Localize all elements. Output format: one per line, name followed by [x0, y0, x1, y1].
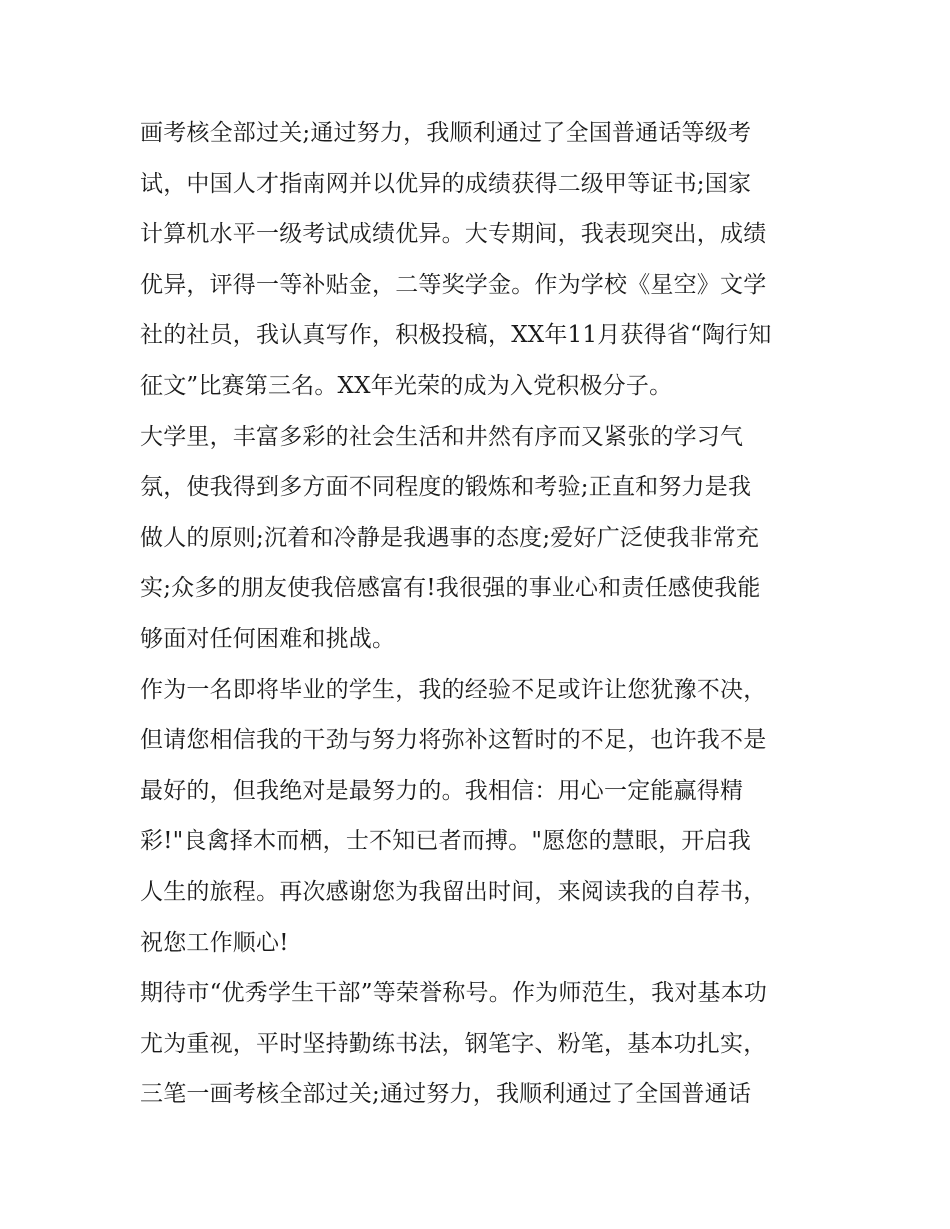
text-line: 作为一名即将毕业的学生，我的经验不足或许让您犹豫不决， [140, 676, 767, 703]
text-line: 三笔一画考核全部过关;通过努力，我顺利通过了全国普通话 [140, 1081, 752, 1108]
text-line: 征文”比赛第三名。XX年光荣的成为入党积极分子。 [140, 372, 673, 399]
text-line: 大学里，丰富多彩的社会生活和井然有序而又紧张的学习气 [140, 423, 744, 450]
text-line: 画考核全部过关;通过努力，我顺利通过了全国普通话等级考 [140, 120, 752, 146]
text-line: 做人的原则;沉着和冷静是我遇事的态度;爱好广泛使我非常充 [140, 524, 760, 551]
text-line: 优异，评得一等补贴金，二等奖学金。作为学校《星空》文学 [140, 271, 767, 298]
text-line: 祝您工作顺心! [140, 929, 289, 956]
text-line: 试，中国人才指南网并以优异的成绩获得二级甲等证书;国家 [140, 170, 752, 197]
text-line: 人生的旅程。再次感谢您为我留出时间，来阅读我的自荐书， [140, 878, 767, 905]
text-line: 够面对任何困难和挑战。 [140, 625, 396, 652]
text-line: 但请您相信我的干劲与努力将弥补这暂时的不足，也许我不是 [140, 727, 767, 754]
text-line: 计算机水平一级考试成绩优异。大专期间，我表现突出，成绩 [140, 221, 767, 248]
document-body-text [140, 108, 830, 1120]
text-line: 氛，使我得到多方面不同程度的锻炼和考验;正直和努力是我 [140, 474, 752, 501]
text-line: 期待市“优秀学生干部”等荣誉称号。作为师范生，我对基本功 [140, 980, 768, 1007]
text-line: 实;众多的朋友使我倍感富有!我很强的事业心和责任感使我能 [140, 575, 761, 602]
text-line: 尤为重视，平时坚持勤练书法，钢笔字、粉笔，基本功扎实， [140, 1030, 767, 1057]
text-line: 社的社员，我认真写作，积极投稿，XX年11月获得省“陶行知 [140, 322, 772, 349]
text-line: 彩!"良禽择木而栖，士不知已者而搏。"愿您的慧眼，开启我 [140, 828, 752, 855]
text-line: 最好的，但我绝对是最努力的。我相信：用心一定能赢得精 [140, 777, 744, 804]
